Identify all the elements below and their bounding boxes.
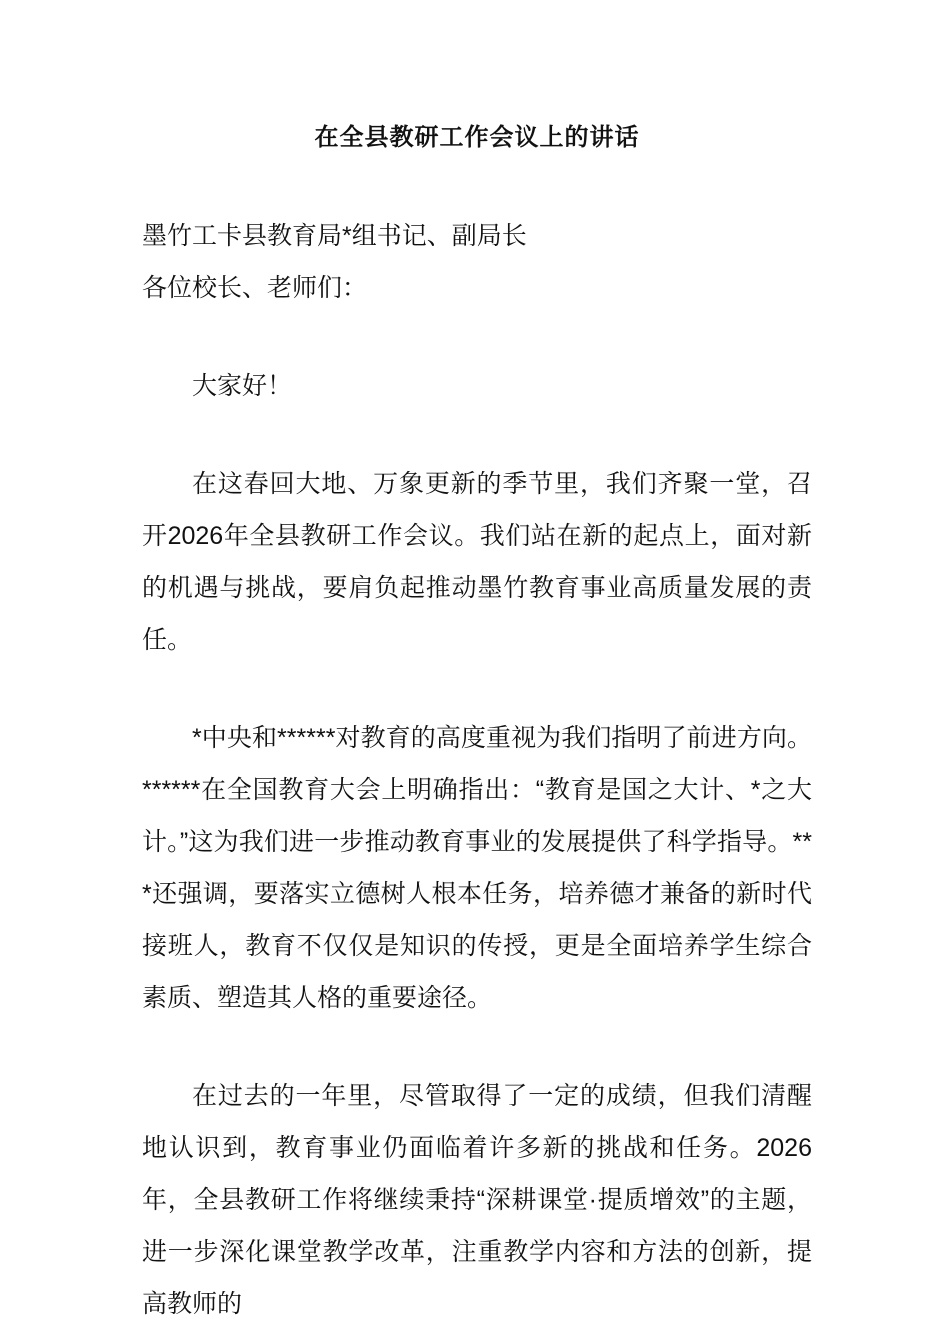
document-title: 在全县教研工作会议上的讲话 bbox=[314, 124, 640, 151]
paragraph-outlook: 在过去的一年里，尽管取得了一定的成绩，但我们清醒地认识到，教育事业仍面临着许多新的挑战和任务。2026年，全县教研工作将继续秉持“深耕课堂·提质增效”的主题，进一步深化课堂教学改革，注重教学内容和方法的创新，提高教师的 bbox=[142, 1082, 812, 1318]
paragraph-opening: 在这春回大地、万象更新的季节里，我们齐聚一堂，召开2026年全县教研工作会议。我们站在新的起点上，面对新的机遇与挑战，要肩负起推动墨竹教育事业高质量发展的责任。 bbox=[142, 470, 812, 654]
speaker-byline bbox=[142, 210, 812, 314]
salutation-line: 各位校长、老师们： bbox=[142, 274, 368, 302]
paragraph-greeting: 大家好！ bbox=[192, 372, 293, 400]
paragraph-guidance: *中央和******对教育的高度重视为我们指明了前进方向。******在全国教育大会上明确指出：“教育是国之大计、*之大计。”这为我们进一步推动教育事业的发展提供了科学指导。***还强调，要落实立德树人根本任务，培养德才兼备的新时代接班人，教育不仅仅是知识的传授，更是全面培养学生综合素质、塑造其人格的重要途径。 bbox=[142, 724, 812, 1012]
speaker-line: 墨竹工卡县教育局*组书记、副局长 bbox=[142, 222, 527, 250]
